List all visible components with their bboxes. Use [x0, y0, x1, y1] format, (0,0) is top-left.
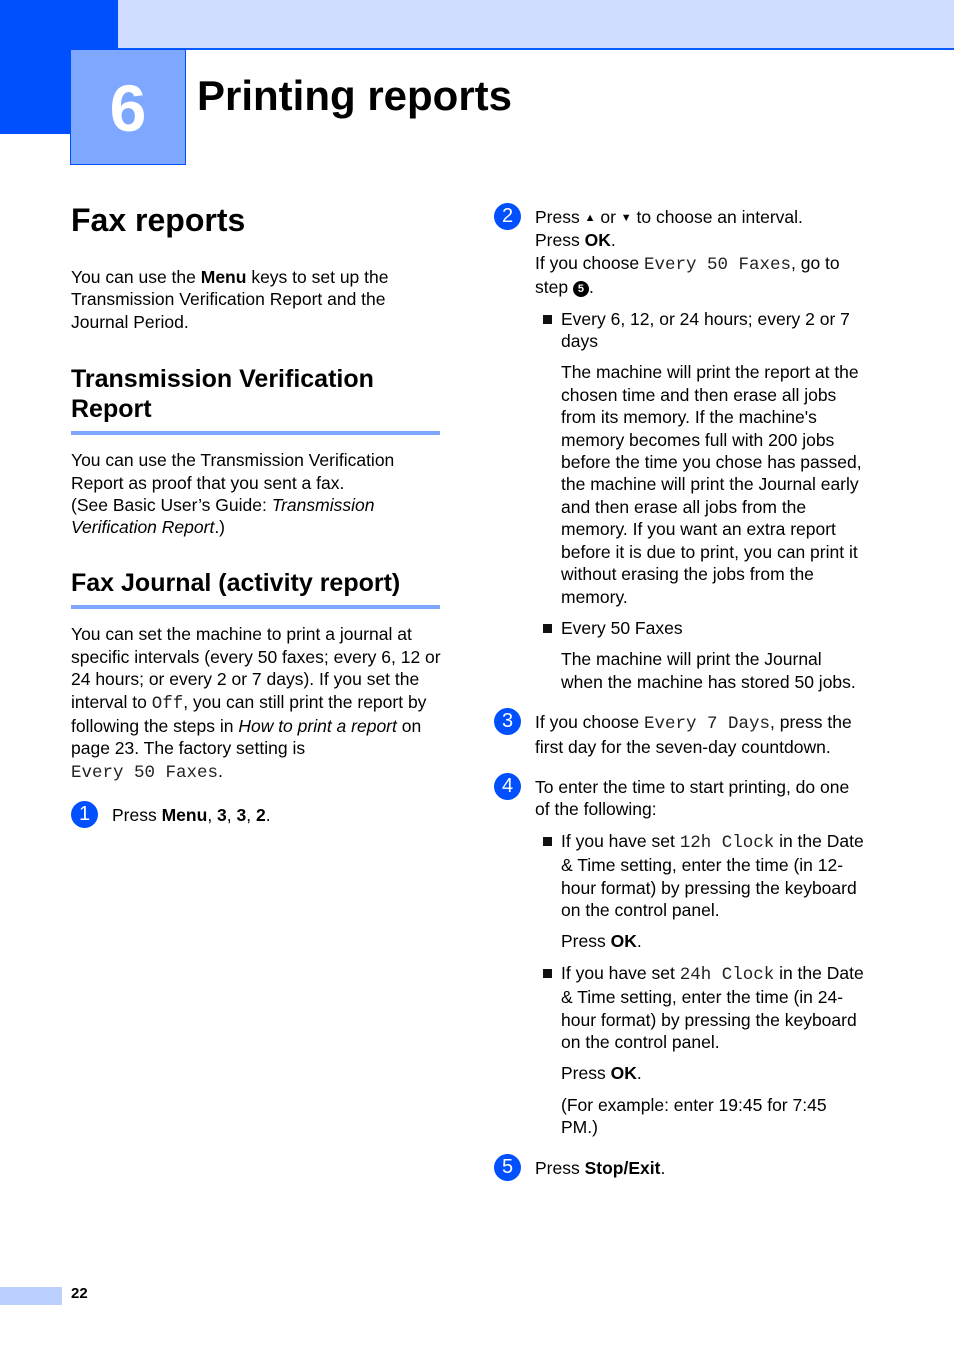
intro-paragraph: You can use the Menu keys to set up the Transmission Verification Report and the Journal Period.: [71, 267, 389, 332]
right-column: [494, 206, 864, 1179]
how-to-print-link[interactable]: How to print a report: [238, 715, 397, 736]
bullet-faxes-body: The machine will print the Journal when the machine has stored 50 jobs.: [561, 649, 856, 692]
tvr-heading: Transmission Verification Report: [71, 365, 440, 435]
left-column: [71, 200, 441, 827]
step-number-badge: 1: [71, 801, 98, 828]
step-reference-icon: 5: [573, 281, 589, 297]
page-number: 22: [71, 1285, 88, 1302]
bullet-icon: [543, 624, 552, 633]
bullet-hours-body: The machine will print the report at the chosen time and then erase all jobs from its memory. If the machine's memory becomes full with 200 jobs before the time you chose has passed, the machine will print the Journal early and then erase all jobs from the memory. If you want an extra report before it is due to print, you can print it without erasing the jobs from the memory.: [561, 362, 862, 607]
press-ok-1: Press OK.: [561, 931, 642, 952]
tvr-reference-link[interactable]: Transmission Verification Report: [71, 495, 375, 538]
bullet-icon: [543, 315, 552, 324]
chapter-title: Printing reports: [197, 72, 513, 119]
step-3: 3 If you choose Every 7 Days, press the first day for the seven-day countdown.: [494, 711, 864, 758]
step-2: 2 Press ▲ or ▼ to choose an interval. Press OK. If you choose Every 50 Faxes, go to step 5 .: [494, 206, 864, 299]
tvr-paragraph: You can use the Transmission Verification Report as proof that you sent a fax. (See Basic User’s Guide: Transmission Verification Report.): [71, 450, 395, 538]
down-arrow-icon: ▼: [620, 212, 632, 224]
step-4: 4 To enter the time to start printing, do one of the following:: [494, 776, 864, 821]
bullet-icon: [543, 837, 552, 846]
bullet-12h: If you have set 12h Clock in the Date & Time setting, enter the time (in 12-hour format) by pressing the keyboard on the control panel.: [535, 830, 864, 922]
journal-paragraph: You can set the machine to print a journal at specific intervals (every 50 faxes; every 6, 12 or 24 hours; or every 2 or 7 days). If you set the interval to Off, you can still print the report by following the steps in How to print a report on page 23. The factory setting is Every 50 Faxes.: [71, 624, 441, 783]
bullet-faxes: Every 50 Faxes: [535, 617, 864, 639]
chapter-number: 6: [70, 49, 186, 165]
bullet-icon: [543, 969, 552, 978]
step-number-badge: 3: [494, 708, 521, 735]
step-number-badge: 4: [494, 773, 521, 800]
section-title: Fax reports: [71, 202, 246, 238]
header-band: [118, 0, 954, 50]
step-number-badge: 2: [494, 203, 521, 230]
press-ok-2: Press OK.: [561, 1063, 642, 1084]
journal-heading: Fax Journal (activity report): [71, 569, 440, 610]
example-note: (For example: enter 19:45 for 7:45 PM.): [561, 1094, 827, 1138]
footer-band: [0, 1287, 62, 1305]
step-5: 5 Press Stop/Exit.: [494, 1157, 864, 1179]
step-number-badge: 5: [494, 1154, 521, 1181]
bullet-hours: Every 6, 12, or 24 hours; every 2 or 7 days: [535, 308, 864, 353]
step-1: 1 Press Menu, 3, 3, 2.: [71, 804, 441, 826]
bullet-24h: If you have set 24h Clock in the Date & Time setting, enter the time (in 24-hour format) by pressing the keyboard on the control panel.: [535, 962, 864, 1054]
up-arrow-icon: ▲: [584, 212, 596, 224]
